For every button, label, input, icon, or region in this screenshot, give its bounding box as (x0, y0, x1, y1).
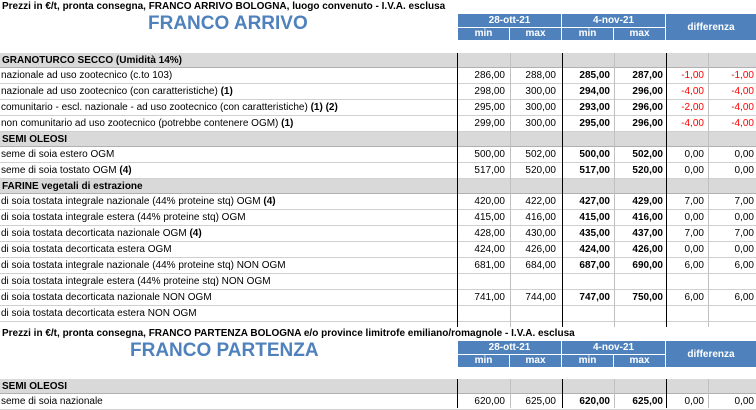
product-name: di soia tostata decorticata estera NON OGM (1, 308, 197, 319)
curr-min-cell: 295,00 (579, 118, 610, 129)
prev-max-cell: 300,00 (525, 118, 556, 129)
diff-max-cell: 0,00 (734, 149, 754, 160)
diff-max-cell: 7,00 (734, 196, 754, 207)
product-name: seme di soia tostato OGM (1, 165, 120, 176)
diff-max-cell: 7,00 (734, 228, 754, 239)
product-note: (1) (220, 86, 233, 97)
column-divider (562, 379, 563, 408)
product-label (1, 308, 197, 319)
table-row (0, 274, 756, 290)
prev-min-cell: 424,00 (474, 244, 505, 255)
prev-max-cell: 422,00 (525, 196, 556, 207)
prev-min-cell: 295,00 (474, 102, 505, 113)
curr-min-cell: 620,00 (579, 396, 610, 407)
diff-min-cell: -2,00 (681, 102, 704, 113)
arrivo-min-header-3: min (562, 28, 614, 40)
product-label (1, 70, 172, 81)
product-name: nazionale ad uso zootecnico (c.to 103) (1, 70, 173, 81)
diff-max-cell: 0,00 (734, 396, 754, 407)
product-label (1, 196, 276, 207)
table-row (0, 290, 756, 306)
arrivo-max-header-4: max (614, 28, 666, 40)
column-divider (708, 53, 709, 327)
arrivo-date-1-header: 28-ott-21 (458, 14, 562, 28)
diff-min-cell: 0,00 (684, 165, 704, 176)
product-name: non comunitario ad uso zootecnico (potrebbe contenere OGM) (1, 118, 282, 129)
table-row (0, 194, 756, 210)
curr-min-cell: 687,00 (579, 260, 610, 271)
curr-max-cell: 416,00 (632, 212, 663, 223)
arrivo-min-header-1: min (458, 28, 510, 40)
product-name: nazionale ad uso zootecnico (con caratteristiche) (1, 86, 221, 97)
curr-max-cell: 520,00 (632, 165, 663, 176)
arrivo-title: FRANCO ARRIVO (148, 13, 308, 34)
diff-max-cell: -4,00 (731, 86, 754, 97)
diff-max-cell: 0,00 (734, 244, 754, 255)
product-name: di soia tostata integrale estera (44% proteine stq) NON OGM (1, 276, 271, 287)
table-row (0, 258, 756, 274)
column-divider (457, 53, 458, 327)
column-divider (708, 379, 709, 408)
diff-min-cell: 6,00 (684, 292, 704, 303)
diff-max-cell: 0,00 (734, 212, 754, 223)
diff-min-cell: -4,00 (681, 86, 704, 97)
product-name: di soia tostata integrale nazionale (44% proteine stq) NON OGM (1, 260, 286, 271)
product-label (1, 165, 132, 176)
curr-min-cell: 747,00 (579, 292, 610, 303)
curr-max-cell: 437,00 (632, 228, 663, 239)
column-divider (510, 53, 511, 327)
section-header: FARINE vegetali di estrazione (0, 179, 756, 194)
arrivo-date-2-header: 4-nov-21 (562, 14, 666, 28)
product-name: di soia tostata decorticata nazionale OGM (1, 228, 190, 239)
column-divider (510, 379, 511, 408)
diff-max-cell: -1,00 (731, 70, 754, 81)
diff-max-cell: -4,00 (731, 118, 754, 129)
product-name: di soia tostata integrale estera (44% proteine stq) OGM (1, 212, 246, 223)
table-row (0, 68, 756, 84)
table-row (0, 242, 756, 258)
prev-max-cell: 416,00 (525, 212, 556, 223)
partenza-date-1-header: 28-ott-21 (458, 341, 562, 355)
diff-min-cell: -1,00 (681, 70, 704, 81)
curr-min-cell: 293,00 (579, 102, 610, 113)
partenza-max-header-2: max (510, 355, 562, 367)
prev-min-cell: 741,00 (474, 292, 505, 303)
diff-max-cell: -4,00 (731, 102, 754, 113)
product-note: (4) (263, 196, 276, 207)
table-row (0, 210, 756, 226)
prev-min-cell: 620,00 (474, 396, 505, 407)
product-note: (1) (281, 118, 294, 129)
column-divider (666, 53, 667, 327)
section-header: GRANOTURCO SECCO (Umidità 14%) (0, 53, 756, 68)
prev-min-cell: 286,00 (474, 70, 505, 81)
curr-max-cell: 296,00 (632, 86, 663, 97)
section-header: SEMI OLEOSI (0, 132, 756, 147)
product-label (1, 244, 172, 255)
prev-min-cell: 299,00 (474, 118, 505, 129)
product-name: seme di soia nazionale (1, 396, 103, 407)
product-label (1, 86, 233, 97)
diff-max-cell: 6,00 (734, 292, 754, 303)
prev-min-cell: 500,00 (474, 149, 505, 160)
arrivo-caption: Prezzi in €/t, pronta consegna, FRANCO ARRIVO BOLOGNA, luogo convenuto - I.V.A. esclusa (2, 1, 446, 12)
column-divider (457, 379, 458, 408)
prev-max-cell: 300,00 (525, 102, 556, 113)
curr-max-cell: 426,00 (632, 244, 663, 255)
curr-max-cell: 429,00 (632, 196, 663, 207)
prev-max-cell: 744,00 (525, 292, 556, 303)
curr-min-cell: 500,00 (579, 149, 610, 160)
prev-max-cell: 502,00 (525, 149, 556, 160)
curr-max-cell: 625,00 (632, 396, 663, 407)
partenza-date-2-header: 4-nov-21 (562, 341, 666, 355)
curr-min-cell: 435,00 (579, 228, 610, 239)
diff-min-cell: 0,00 (684, 212, 704, 223)
diff-min-cell: 0,00 (684, 149, 704, 160)
product-label (1, 276, 271, 287)
curr-min-cell: 415,00 (579, 212, 610, 223)
column-divider (666, 379, 667, 408)
prev-max-cell: 288,00 (525, 70, 556, 81)
diff-max-cell: 6,00 (734, 260, 754, 271)
diff-min-cell: 6,00 (684, 260, 704, 271)
diff-min-cell: 0,00 (684, 396, 704, 407)
partenza-max-header-4: max (614, 355, 666, 367)
curr-min-cell: 424,00 (579, 244, 610, 255)
curr-min-cell: 517,00 (579, 165, 610, 176)
product-note: (4) (119, 165, 132, 176)
diff-min-cell: 0,00 (684, 244, 704, 255)
column-divider (562, 53, 563, 327)
column-divider (614, 379, 615, 408)
prev-max-cell: 426,00 (525, 244, 556, 255)
product-label (1, 118, 293, 129)
column-divider (614, 53, 615, 327)
curr-min-cell: 427,00 (579, 196, 610, 207)
product-name: di soia tostata decorticata nazionale NON OGM (1, 292, 212, 303)
curr-max-cell: 296,00 (632, 102, 663, 113)
curr-min-cell: 294,00 (579, 86, 610, 97)
product-label (1, 228, 202, 239)
product-name: di soia tostata integrale nazionale (44% proteine stq) OGM (1, 196, 264, 207)
curr-max-cell: 502,00 (632, 149, 663, 160)
arrivo-difference-header: differenza (666, 14, 756, 40)
table-row (0, 306, 756, 322)
partenza-title: FRANCO PARTENZA (130, 340, 319, 361)
curr-max-cell: 287,00 (632, 70, 663, 81)
prev-min-cell: 420,00 (474, 196, 505, 207)
table-row (0, 100, 756, 116)
curr-min-cell: 285,00 (579, 70, 610, 81)
table-row (0, 147, 756, 163)
diff-min-cell: 7,00 (684, 228, 704, 239)
product-note: (4) (189, 228, 202, 239)
partenza-min-header-1: min (458, 355, 510, 367)
prev-max-cell: 520,00 (525, 165, 556, 176)
table-row (0, 163, 756, 179)
curr-max-cell: 296,00 (632, 118, 663, 129)
product-label (1, 292, 212, 303)
prev-max-cell: 625,00 (525, 396, 556, 407)
prev-max-cell: 300,00 (525, 86, 556, 97)
partenza-min-header-3: min (562, 355, 614, 367)
product-label (1, 102, 338, 113)
diff-min-cell: 7,00 (684, 196, 704, 207)
prev-min-cell: 298,00 (474, 86, 505, 97)
product-label (1, 149, 114, 160)
curr-max-cell: 750,00 (632, 292, 663, 303)
section-header: SEMI OLEOSI (0, 379, 756, 394)
partenza-difference-header: differenza (666, 341, 756, 367)
prev-max-cell: 430,00 (525, 228, 556, 239)
product-label (1, 260, 286, 271)
product-note: (1) (2) (310, 102, 338, 113)
product-name: comunitario - escl. nazionale - ad uso zootecnico (con caratteristiche) (1, 102, 311, 113)
prev-min-cell: 517,00 (474, 165, 505, 176)
prev-min-cell: 428,00 (474, 228, 505, 239)
diff-min-cell: -4,00 (681, 118, 704, 129)
product-name: di soia tostata decorticata estera OGM (1, 244, 172, 255)
prev-min-cell: 681,00 (474, 260, 505, 271)
product-label (1, 396, 103, 407)
partenza-caption: Prezzi in €/t, pronta consegna, FRANCO PARTENZA BOLOGNA e/o province limitrofe emiliano/romagnole - I.V.A. esclusa (2, 328, 575, 339)
diff-max-cell: 0,00 (734, 165, 754, 176)
product-name: seme di soia estero OGM (1, 149, 115, 160)
prev-min-cell: 415,00 (474, 212, 505, 223)
curr-max-cell: 690,00 (632, 260, 663, 271)
table-row (0, 226, 756, 242)
arrivo-max-header-2: max (510, 28, 562, 40)
table-row (0, 84, 756, 100)
product-label (1, 212, 246, 223)
prev-max-cell: 684,00 (525, 260, 556, 271)
table-row (0, 116, 756, 132)
